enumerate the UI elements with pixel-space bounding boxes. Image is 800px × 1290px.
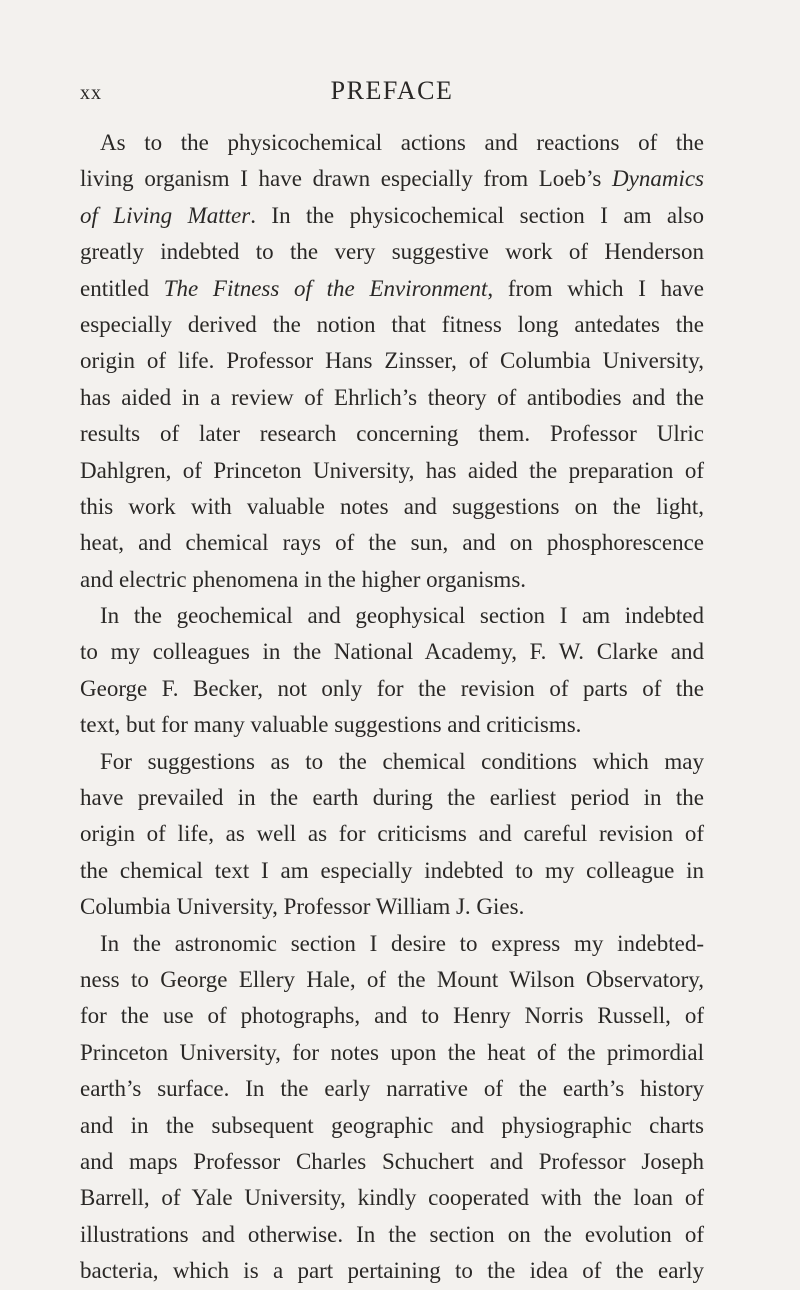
line-text: In the astronomic section I desire to express my indebted- (100, 930, 704, 956)
text-line (80, 380, 704, 416)
text-line (80, 707, 704, 743)
line-text: greatly indebted to the very suggestive work of Henderson (80, 239, 704, 265)
text-line (80, 562, 704, 598)
line-text: entitled (80, 275, 164, 301)
line-text: origin of life, as well as for criticisms and careful revision of (80, 821, 704, 847)
line-text: the chemical text I am especially indebted to my colleague in (80, 857, 704, 883)
text-line (80, 416, 704, 452)
line-text: and electric phenomena in the higher organisms. (80, 566, 527, 592)
text-line (80, 816, 704, 852)
page-number: xx (80, 82, 102, 104)
line-text: especially derived the notion that fitness long antedates the (80, 311, 704, 337)
text-line (80, 271, 704, 307)
italic-title: Dynamics (612, 166, 704, 192)
line-text: text, but for many valuable suggestions and criticisms. (80, 712, 582, 738)
line-text: heat, and chemical rays of the sun, and on phosphorescence (80, 530, 704, 556)
running-head: PREFACE (330, 76, 454, 105)
text-line (80, 453, 704, 489)
line-text: As to the physicochemical actions and reactions of the (100, 130, 704, 155)
line-text: bacteria, which is a part pertaining to the idea of the early (80, 1258, 704, 1284)
text-line (80, 307, 704, 343)
line-text: living organism I have drawn especially from Loeb’s (80, 166, 613, 192)
italic-title: The Fitness of the Environment (163, 275, 488, 301)
text-line (80, 1253, 704, 1289)
text-line (80, 598, 704, 634)
line-text: and in the subsequent geographic and physiographic charts (80, 1112, 704, 1138)
text-line (80, 161, 704, 197)
line-text: to my colleagues in the National Academy, F. W. Clarke and (80, 639, 704, 665)
line-text: has aided in a review of Ehrlich’s theory of antibodies and the (80, 384, 704, 410)
line-text: George F. Becker, not only for the revision of parts of the (80, 675, 704, 701)
text-line (80, 780, 704, 816)
text-line (80, 489, 704, 525)
line-text: and maps Professor Charles Schuchert and Professor Joseph (80, 1148, 704, 1174)
line-text: results of later research concerning them. Professor Ulric (80, 421, 704, 447)
text-line (80, 671, 704, 707)
line-text: Barrell, of Yale University, kindly cooperated with the loan of (80, 1185, 704, 1211)
line-text: Columbia University, Professor William J. Gies. (80, 894, 525, 920)
text-line (80, 1180, 704, 1216)
line-text-tail: . In the physicochemical section I am also (250, 202, 704, 228)
text-line (80, 343, 704, 379)
text-line (80, 634, 704, 670)
line-text: For suggestions as to the chemical conditions which may (100, 748, 704, 774)
text-line (80, 1217, 704, 1253)
text-line (80, 998, 704, 1034)
line-text: illustrations and otherwise. In the section on the evolution of (80, 1221, 704, 1247)
text-line (80, 1071, 704, 1107)
text-line (80, 1035, 704, 1071)
text-line (80, 926, 704, 962)
line-text-tail: , from which I have (487, 275, 704, 301)
text-line (80, 234, 704, 270)
text-line (80, 962, 704, 998)
text-line (80, 744, 704, 780)
line-text: In the geochemical and geophysical section I am indebted (100, 603, 704, 629)
text-line (80, 1108, 704, 1144)
line-text: ness to George Ellery Hale, of the Mount Wilson Observatory, (80, 966, 704, 992)
text-line (80, 125, 704, 161)
line-text: for the use of photographs, and to Henry Norris Russell, of (80, 1003, 704, 1029)
italic-title: of Living Matter (80, 202, 251, 228)
text-line (80, 889, 704, 925)
line-text: have prevailed in the earth during the earliest period in the (80, 785, 704, 811)
line-text: this work with valuable notes and suggestions on the light, (80, 493, 704, 519)
text-line (80, 1144, 704, 1180)
text-line (80, 525, 704, 561)
page-header (80, 76, 704, 110)
body-text (80, 125, 704, 1290)
line-text: Princeton University, for notes upon the heat of the primordial (80, 1039, 704, 1065)
line-text: Dahlgren, of Princeton University, has aided the preparation of (80, 457, 704, 483)
line-text: earth’s surface. In the early narrative of the earth’s history (80, 1076, 704, 1102)
text-line (80, 198, 704, 234)
text-line (80, 853, 704, 889)
line-text: origin of life. Professor Hans Zinsser, of Columbia University, (80, 348, 704, 374)
